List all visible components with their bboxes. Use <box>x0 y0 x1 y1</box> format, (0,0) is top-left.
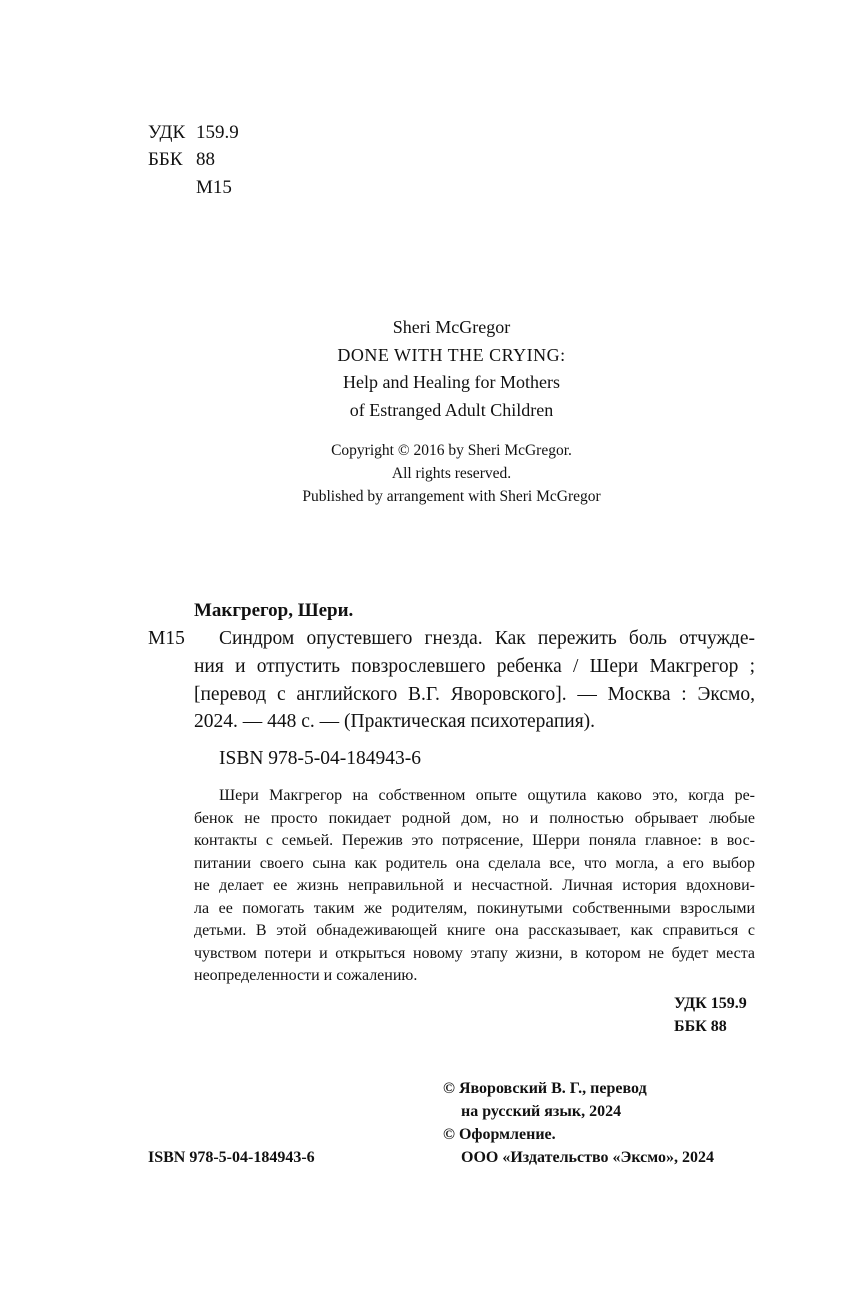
udk-value: 159.9 <box>196 122 239 143</box>
catalog-line-4: 2024. — 448 с. — (Практическая психотерапия). <box>194 711 596 732</box>
design-copyright-line-2: ООО «Издательство «Эксмо», 2024 <box>461 1149 714 1166</box>
bbk-value: 88 <box>196 149 215 170</box>
abstract-line-3: контакты с семьей. Пережив это потрясение, Шерри поняла главное: в вос- <box>194 832 755 849</box>
translation-copyright-line-2: на русский язык, 2024 <box>461 1103 622 1120</box>
catalog-isbn: ISBN 978-5-04-184943-6 <box>219 748 422 769</box>
abstract-line-4: питании своего сына как родитель она сделала все, что могла, а его выбор <box>194 855 755 872</box>
abstract-line-5: не делает ее жизнь неправильной и несчастной. Личная история вдохнови- <box>194 877 755 894</box>
abstract-line-6: ла ее помогать таким же родителям, покинутыми собственными взрослыми <box>194 900 755 917</box>
author-sign: М15 <box>196 177 232 198</box>
catalog-author-sign: М15 <box>148 628 185 649</box>
footer-isbn: ISBN 978-5-04-184943-6 <box>148 1149 315 1166</box>
abstract-line-9: неопределенности и сожалению. <box>194 967 418 984</box>
abstract-line-2: бенок не просто покидает родной дом, но и полностью обрывает любые <box>194 810 755 827</box>
footer-udk: УДК 159.9 <box>674 995 747 1012</box>
original-subtitle-1: Help and Healing for Mothers <box>343 372 560 392</box>
original-subtitle-2: of Estranged Adult Children <box>349 400 554 420</box>
abstract-line-1: Шери Макгрегор на собственном опыте ощутила каково это, когда ре- <box>219 787 755 804</box>
abstract-line-7: детьми. В этой обнадеживающей книге она рассказывает, как справиться с <box>194 922 755 939</box>
original-title: DONE WITH THE CRYING: <box>337 345 566 365</box>
original-rights: All rights reserved. <box>391 465 512 482</box>
catalog-author: Макгрегор, Шери. <box>194 600 354 621</box>
catalog-line-2: ния и отпустить повзрослевшего ребенка / Шери Макгрегор ; <box>194 656 755 677</box>
original-copyright: Copyright © 2016 by Sheri McGregor. <box>331 442 572 459</box>
original-published: Published by arrangement with Sheri McGregor <box>302 488 601 505</box>
catalog-line-3: [перевод с английского В.Г. Яворовского]. — Москва : Эксмо, <box>194 684 755 705</box>
bbk-label: ББК <box>148 149 183 170</box>
translation-copyright-line-1: © Яворовский В. Г., перевод <box>443 1080 647 1097</box>
abstract-line-8: чувством потери и открыться новому этапу жизни, в котором не будет места <box>194 945 755 962</box>
catalog-line-1: Синдром опустевшего гнезда. Как пережить боль отчужде- <box>219 628 755 649</box>
original-author: Sheri McGregor <box>392 317 511 337</box>
design-copyright-line-1: © Оформление. <box>443 1126 556 1143</box>
footer-bbk: ББК 88 <box>674 1018 727 1035</box>
udk-label: УДК <box>148 122 186 143</box>
